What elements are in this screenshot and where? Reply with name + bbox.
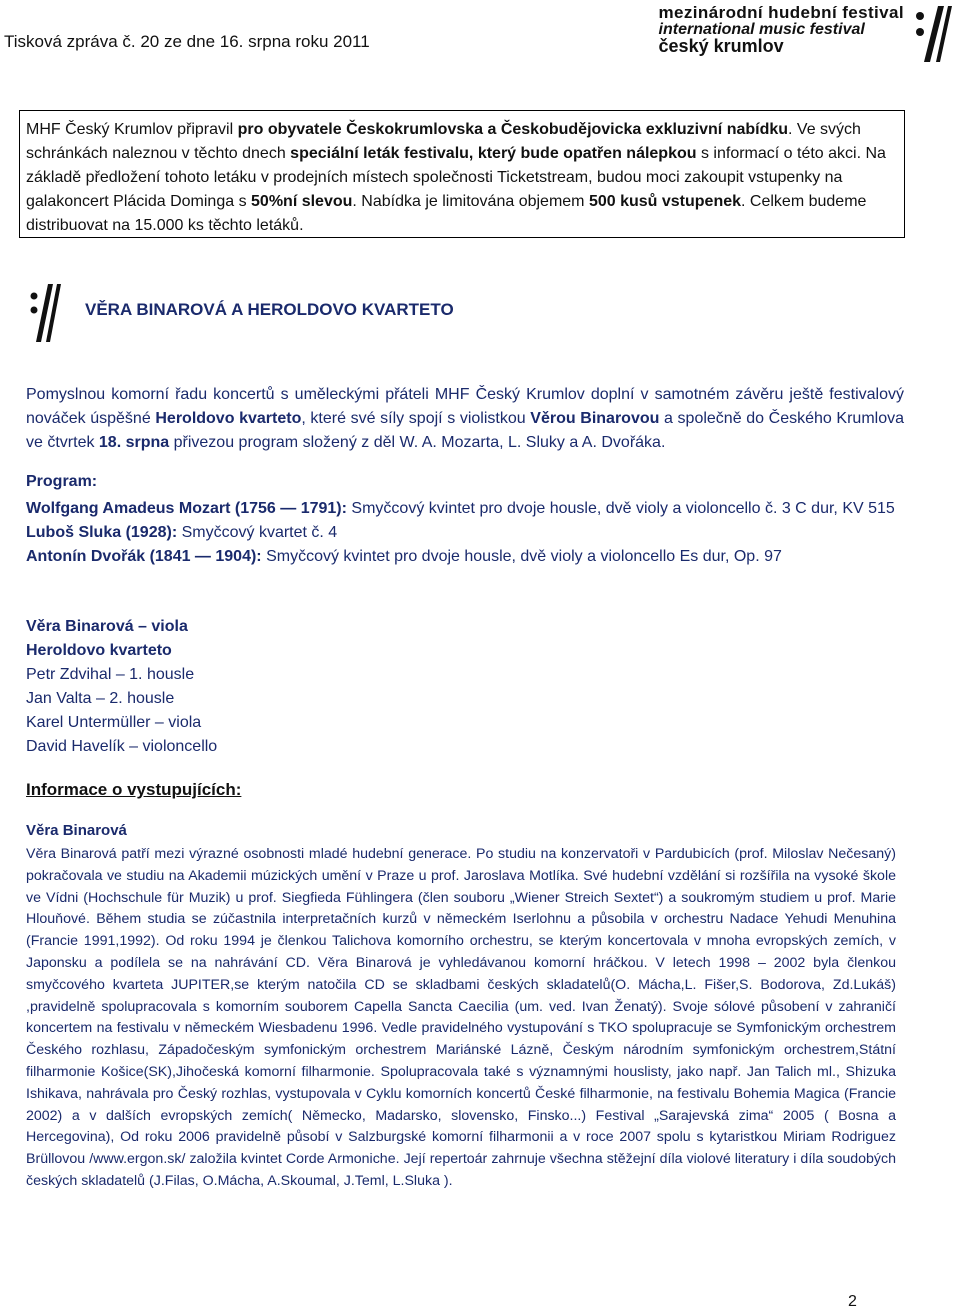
intro-highlight: 18. srpna <box>98 434 170 451</box>
program-item <box>26 521 904 545</box>
program-composer: Antonín Dvořák (1841 — 1904): <box>26 548 262 565</box>
bio-paragraph: Věra Binarová patří mezi výrazné osobnosti mladé hudební generace. Po studiu na konzervatoři v Pardubicích (prof. Miloslav Nečesaný) pokračovala ve studiu na Akademii múzických umění v Praze u prof. Jaroslava Motlíka. Své hudební vzdělání si rozšířila na vysoké škole ve Vídni (Hochschule für Muzik) u prof. Siegfieda Fühlingera (člen souboru „Wiener Streich Sextet“) a soukromým studiem u prof. Marie Hlouňové. Během studia se zúčastnila interpretačních kurzů v německém Iserlohnu a působila v orchestru Nadace Yehudi Menuhina (Francie 1991,1992). Od roku 1994 je členkou Talichova komorního orchestru, se kterým koncertovala v mnoha evropských zemích, v Japonsku a podílela se na nahrávání CD. Věra Binarová je vyhledávanou komorní hráčkou. V letech 1998 – 2002 byla členkou smyčcového kvarteta JUPITER,se kterým natočila CD se skladbami českých skladatelů(O. Mácha,L. Fišer,S. Bodorova, Zd.Lukáš) ,pravidelně spolupracovala s komorním souborem Capella Sancta Caecilia (um. ved. Ivan Ženatý). Svoje sólové působení v zahraničí koncertem na festivalu v německém Wiesbadenu 1996. Vedle pravidelného vystupování s TKO spolupracuje se Symfonickým orchestrem Českého rozhlasu, Západočeským symfonickým orchestrem Mariánské Lázně, Českým národním symfonickým orchestrem,Státní filharmonie Košice(SK),Jihočeská komorní filharmonie. Spolupracovala také s významnými houslisty, jako např. Jan Talich ml., Shizuka Ishikava, nahrávala pro Český rozhlas, vystupovala v Cyklu komorních koncertů České filharmonie, na festivalu Bohemia Magica (Francie 2002) a v dalších evropských zemích( Německo, Madarsko, slovensko, Finsko...) Festival „Sarajevská zima“ 2005 ( Bosna a Hercegovina), Od roku 2006 pravidelně působí v Salzburgské komorní filharmonii a v roce 2007 spolu s kytaristkou Miriam Rodriguez Brüllovou /www.ergon.sk/ založila kvintet Corde Armoniche. Její repertoár zahrnuje všechna stěžejní díla violové literatury i díla soudobých českých skladatelů (J.Filas, O.Mácha, A.Skoumal, J.Teml, L.Sluka ). <box>26 846 896 1189</box>
ensemble-member: David Havelík – violoncello <box>26 738 218 755</box>
ensemble-name: Heroldovo kvarteto <box>26 642 172 659</box>
bio-name: Věra Binarová <box>26 822 127 839</box>
festival-mark-small-icon <box>28 282 62 344</box>
notice-text: . Nabídka je limitována objemem <box>352 193 589 210</box>
notice-highlight: 500 kusů vstupenek <box>588 193 742 210</box>
section-title: VĚRA BINAROVÁ A HEROLDOVO KVARTETO <box>85 300 454 319</box>
press-release-header: Tisková zpráva č. 20 ze dne 16. srpna roku 2011 <box>4 32 370 51</box>
notice-text: . Ve svých schránkách naleznou v těchto dnech <box>26 121 861 162</box>
intro-highlight: Heroldovo kvarteto <box>155 410 302 427</box>
notice-text: s informací o této akci. Na základě předložení tohoto letáku v prodejních místech společnosti Ticketstream, budou moci zakoupit vstupenky na galakoncert Plácida Dominga s <box>26 145 886 210</box>
notice-highlight: speciální leták festivalu, který bude opatřen nálepkou <box>290 145 697 162</box>
offer-notice-box <box>19 110 905 238</box>
logo-line-czech: mezinárodní hudební festival <box>658 3 904 22</box>
ensemble-member: Jan Valta – 2. housle <box>26 690 175 707</box>
intro-highlight: Věrou Binarovou <box>530 410 660 427</box>
festival-logo <box>616 4 952 64</box>
notice-highlight: 50%ní slevou <box>251 193 353 210</box>
performers-info-heading: Informace o vystupujících: <box>26 780 242 799</box>
intro-text: Pomyslnou komorní řadu koncertů s uměleckými přáteli MHF Český Krumlov doplní v samotném závěru ještě festivalový nováček úspěšné <box>26 386 904 427</box>
notice-text: . Celkem budeme distribuovat na 15.000 ks těchto letáků. <box>26 193 867 234</box>
soloist: Věra Binarová – viola <box>26 618 188 635</box>
logo-line-english: international music festival <box>658 21 865 38</box>
program-item <box>26 545 904 569</box>
program-label: Program: <box>26 473 98 490</box>
notice-text: MHF Český Krumlov připravil <box>26 121 238 138</box>
ensemble-member: Petr Zdvihal – 1. housle <box>26 666 195 683</box>
program-item <box>26 497 904 521</box>
intro-text: a společně do Českého Krumlova ve čtvrtek <box>26 410 905 451</box>
page-number: 2 <box>848 1293 857 1310</box>
intro-text: přivezou program složený z děl W. A. Mozarta, L. Sluky a A. Dvořáka. <box>169 434 666 451</box>
program-work: Smyčcový kvartet č. 4 <box>177 524 338 541</box>
offer-notice-text <box>26 118 898 238</box>
performers-list <box>26 615 904 759</box>
intro-paragraph <box>26 383 904 455</box>
logo-line-city: český krumlov <box>658 36 784 56</box>
program-list <box>26 497 904 569</box>
logo-text <box>659 4 904 55</box>
program-composer: Wolfgang Amadeus Mozart (1756 — 1791): <box>26 500 347 517</box>
ensemble-member: Karel Untermüller – viola <box>26 714 202 731</box>
festival-mark-icon <box>912 4 952 64</box>
intro-text: , které své síly spojí s violistkou <box>301 410 531 427</box>
program-work: Smyčcový kvintet pro dvoje housle, dvě violy a violoncello č. 3 C dur, KV 515 <box>346 500 895 517</box>
notice-highlight: pro obyvatele Českokrumlovska a Českobudějovicka exkluzivní nabídku <box>237 121 789 138</box>
program-composer: Luboš Sluka (1928): <box>26 524 178 541</box>
program-work: Smyčcový kvintet pro dvoje housle, dvě violy a violoncello Es dur, Op. 97 <box>261 548 782 565</box>
